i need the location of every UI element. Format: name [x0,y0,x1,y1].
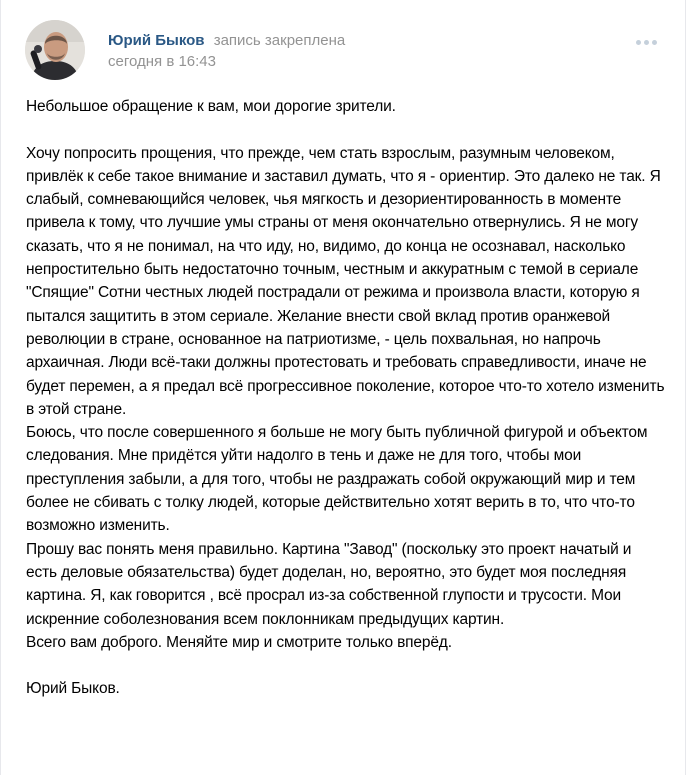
post-header [25,20,665,80]
pinned-label: запись закреплена [213,32,346,49]
more-dot [644,40,649,45]
user-avatar-photo-icon [25,20,85,80]
post-date-link[interactable]: сегодня в 16:43 [108,53,216,70]
paragraph-gap [26,654,666,677]
post-paragraph: Хочу попросить прощения, что прежде, чем стать взрослым, разумным человеком, привлёк к себе такое внимание и заставил думать, что я - ориентир. Это далеко не так. Я слабый, сомневающийся человек, чья мягкость и дезориентированность в моменте привела к тому, что лучшие умы страны от меня окончательно отвернулись. Я не могу сказать, что я не понимал, на что иду, но, видимо, до конца не осознавал, насколько непростительно быть недостаточно точным, честным и аккуратным с темой в сериале "Спящие" Сотни честных людей пострадали от режима и произвола власти, которую я пытался защитить в этом сериале. Желание внести свой вклад против оранжевой революции в стране, основанное на патриотизме, - цель похвальная, но напрочь архаичная. Люди всё-таки должны протестовать и требовать справедливости, иначе не будет перемен, а я предал всё прогрессивное поколение, которое что-то хотело изменить в этой стране. [26,144,665,418]
post-text [26,95,666,701]
more-dots-icon[interactable] [635,34,661,50]
author-line [108,32,345,50]
more-dot [636,40,641,45]
author-avatar[interactable] [25,20,85,80]
post-paragraph: Небольшое обращение к вам, мои дорогие зрители. [26,98,396,115]
post-paragraph: Всего вам доброго. Меняйте мир и смотрите только вперёд. [26,633,452,651]
post-paragraph: Боюсь, что после совершенного я больше не могу быть публичной фигурой и объектом следования. Мне придётся уйти надолго в тень и даже не для того, чтобы мои преступления забыли, а для того, чтобы не раздражать собой окружающий мир и тем более не сбивать с толку людей, которые действительно хотят верить в то, что что-то возможно изменить. [26,424,648,535]
post-paragraph: Прошу вас понять меня правильно. Картина "Завод" (поскольку это проект начатый и есть деловые обязательства) будет доделан, но, вероятно, это будет моя последняя картина. Я, как говорится , всё просрал из-за собственной глупости и трусости. Мои искренние соболезнования всем поклонникам предыдущих картин. [26,540,632,628]
post-signature: Юрий Быков. [26,680,120,698]
paragraph-gap [26,118,666,141]
author-name-link[interactable]: Юрий Быков [108,32,205,49]
more-dot [652,40,657,45]
